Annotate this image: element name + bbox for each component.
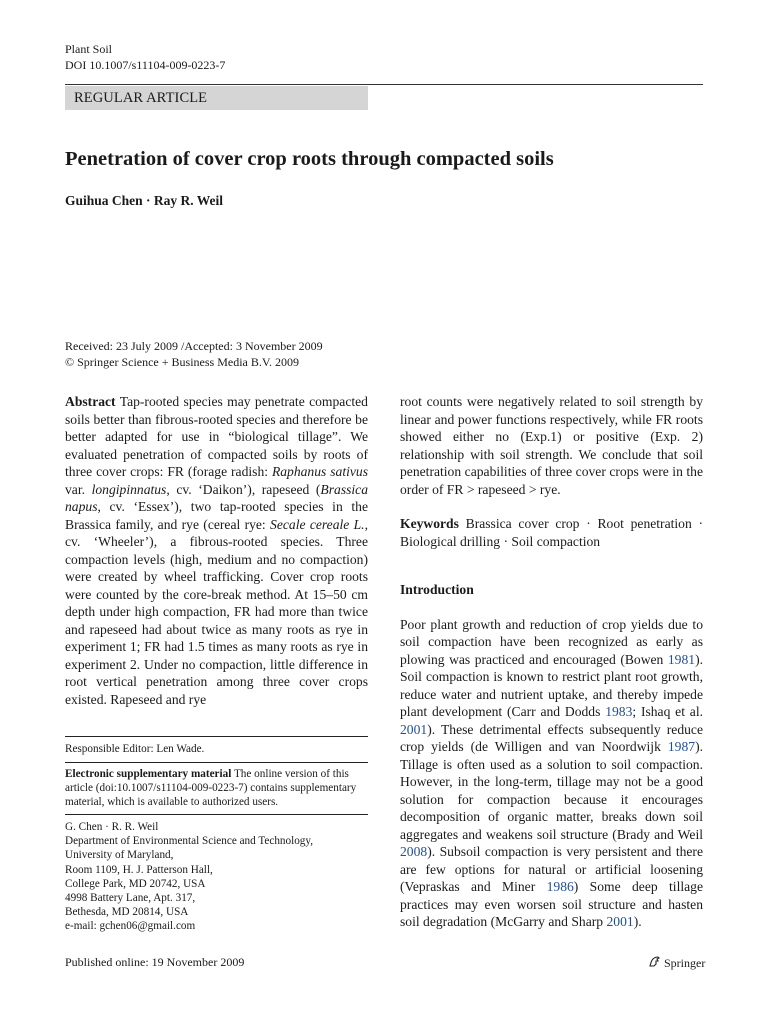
springer-horse-icon [648,955,661,972]
published-online: Published online: 19 November 2009 [65,955,245,969]
journal-header [65,41,225,73]
citation-link[interactable]: 2001 [606,914,634,929]
dates-block [65,338,323,370]
footnote-rule [65,736,368,737]
esm-label: Electronic supplementary material [65,768,232,780]
introduction-heading: Introduction [400,582,474,597]
author-address: G. Chen · R. R. Weil Department of Environmental Science and Technology, University of Maryland, Room 1109, H. J. Patterson Hall, College Park, MD 20742, USA 4998 Battery Lane, Apt. 317, Bethesda, MD 20814, USA e-mail: gchen06@gmail.com [65,820,368,934]
citation-link[interactable]: 1983 [605,704,633,719]
right-column [400,393,703,931]
abstract-label: Abstract [65,394,116,409]
abstract-continued: root counts were negatively related to soil strength by linear and power functions respectively, while FR roots showed either no (Exp.1) or positive (Exp. 2) relationship with soil strength. We conclude that soil penetration capabilities of three cover crops were in the order of FR > rapeseed > rye. [400,394,703,497]
citation-link[interactable]: 1986 [546,879,574,894]
authors: Guihua Chen · Ray R. Weil [65,193,224,208]
citation-link[interactable]: 2008 [400,844,428,859]
article-type-label: REGULAR ARTICLE [65,86,368,110]
address-rule [65,814,368,815]
received-accepted: Received: 23 July 2009 /Accepted: 3 November 2009 [65,339,323,353]
author-email[interactable]: e-mail: gchen06@gmail.com [65,920,196,933]
introduction-text: Poor plant growth and reduction of crop yields due to soil compaction have been recognized as early as plowing was practiced and encouraged (Bowen 1981). Soil compaction is known to restrict plant root growth, reduce water and nutrient uptake, and thereby impede plant development (Carr and Dodds 1983; Ishaq et al. 2001). These detrimental effects subsequently reduce crop yields (de Willigen and van Noordwijk 1987). Tillage is often used as a solution to soil compaction. However, in the long-term, tillage may not be a good solution for compaction because it encourages decomposition of organic matter, breaks down soil aggregates and weakens soil structure (Brady and Weil 2008). Subsoil compaction is very persistent and there are few options for natural or artificial loosening (Vepraskas and Miner 1986) Some deep tillage practices may even worsen soil structure and hasten soil degradation (McGarry and Sharp 2001). [400,616,703,929]
publisher-name: Springer [664,956,706,970]
keywords: Keywords Brassica cover crop · Root penetration · Biological drilling · Soil compaction [400,516,704,549]
copyright: © Springer Science + Business Media B.V. 2009 [65,355,299,369]
keywords-label: Keywords [400,516,459,531]
journal-name: Plant Soil [65,42,113,56]
publisher-logo [648,955,705,972]
citation-link[interactable]: 2001 [400,721,428,737]
esm-note: Electronic supplementary material The online version of this article (doi:10.1007/s11104-009-0223-7) contains supplementary material, which is available to authorized users. [65,768,357,809]
left-column [65,393,368,708]
citation-link[interactable]: 1987 [667,739,696,754]
abstract: Abstract Tap-rooted species may penetrate compacted soils better than fibrous-rooted species and therefore be better adapted for use in “biological tillage”. We evaluated penetration of compacted soils by roots of three cover crops: FR (forage radish: Raphanus sativus var. longipinnatus, cv. ‘Daikon’), rapeseed (Brassica napus, cv. ‘Essex’), two tap-rooted species in the Brassica family, and rye (cereal rye: Secale cereale L., cv. ‘Wheeler’), a fibrous-rooted species. Three compaction levels (high, medium and no compaction) were created by wheel trafficking. Cover crop roots were counted by the core-break method. At 15–50 cm depth under high compaction, FR had more than twice and rapeseed had about twice as many roots as rye in experiment 1; FR had 1.5 times as many roots as rye in experiment 2. Under no compaction, little difference in root vertical penetration among three cover crops existed. Rapeseed and rye [65,394,368,707]
paper-title: Penetration of cover crop roots through compacted soils [65,148,554,170]
header-rule [65,84,703,85]
editor-note: Responsible Editor: Len Wade. [65,743,205,755]
esm-rule [65,762,368,763]
citation-link[interactable]: 1981 [667,651,696,667]
doi: DOI 10.1007/s11104-009-0223-7 [65,58,226,72]
